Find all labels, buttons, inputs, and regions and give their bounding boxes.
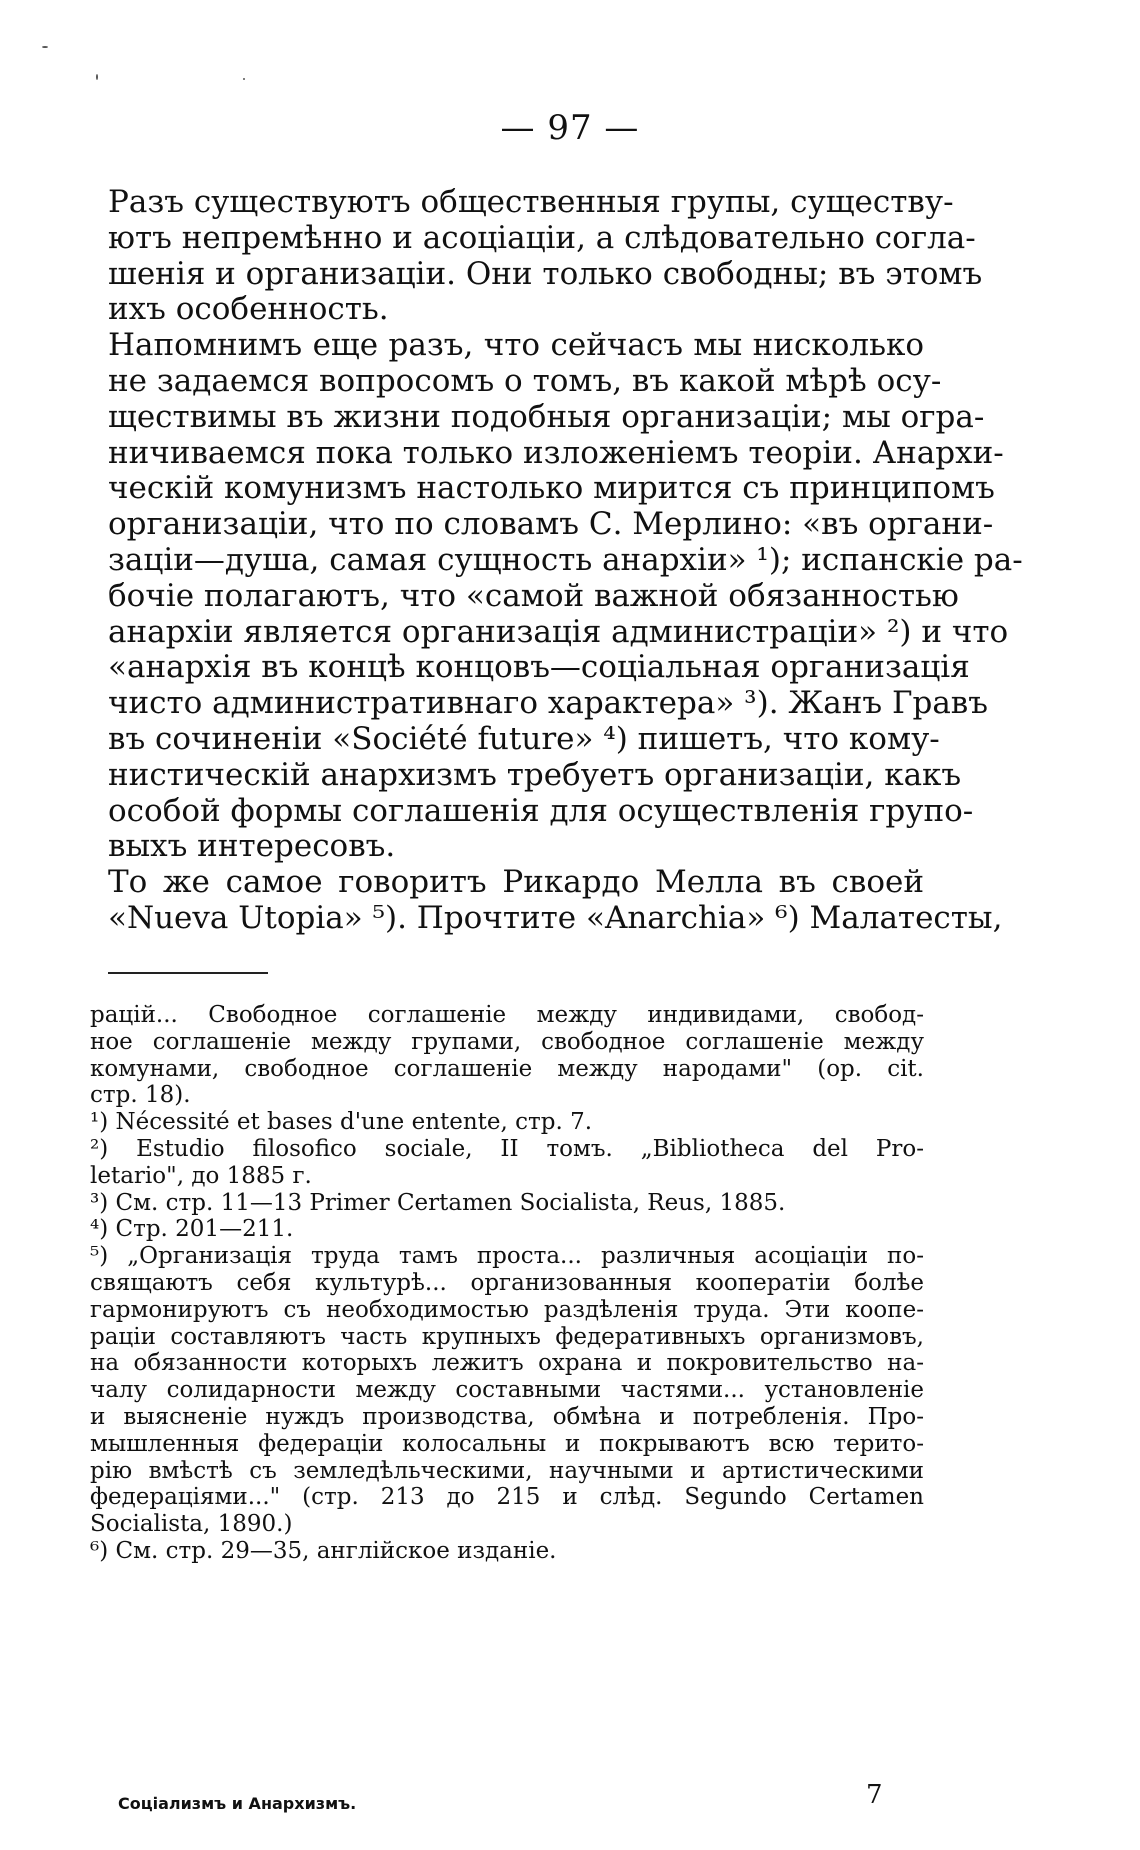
footnote-line: рацій... Свободное соглашеніе между индивидами, свобод-	[90, 1002, 924, 1028]
text-line: ничиваемся пока только изложеніемъ теоріи. Анархи-	[108, 434, 1004, 471]
text-line: заціи—душа, самая сущность анархіи» ¹); испанскіе ра-	[108, 541, 1023, 578]
footnote-line: федераціями..." (стр. 213 до 215 и слѣд. Segundo Certamen	[90, 1484, 924, 1511]
footnote-line: letario", до 1885 г.	[90, 1162, 312, 1189]
text-line: выхъ интересовъ.	[108, 828, 396, 865]
text-line: организаціи, что по словамъ С. Мерлино: «въ органи-	[108, 506, 994, 543]
text-line: То же самое говоритъ Рикардо Мелла въ своей	[108, 864, 924, 901]
footnotes	[90, 1002, 924, 1565]
footnote-line: ное соглашеніе между групами, свободное соглашеніе между	[90, 1028, 924, 1055]
footnote-line: ⁶) См. стр. 29—35, англійское изданіе.	[90, 1537, 557, 1564]
text-line: ихъ особенность.	[108, 291, 389, 328]
main-text	[108, 184, 1023, 937]
footnote-line: и выясненіе нуждъ производства, обмѣна и потребленія. Про-	[90, 1403, 924, 1430]
footnote-line: раціи составляютъ часть крупныхъ федеративныхъ организмовъ,	[90, 1323, 924, 1350]
footnote-line: свящаютъ себя культурѣ... организованныя кооператіи болѣе	[90, 1269, 924, 1296]
text-line: шенія и организаціи. Они только свободны; въ этомъ	[108, 255, 983, 292]
footnote-line: ³) См. стр. 11—13 Primer Certamen Socialista, Reus, 1885.	[90, 1189, 786, 1216]
text-line: анархіи является организація администраціи» ²) и что	[108, 613, 1009, 650]
signature-mark: Соціализмъ и Анархизмъ.	[118, 1794, 357, 1813]
footnote-line: чалу солидарности между составными частями... установленіе	[90, 1377, 924, 1404]
footnote-line: Socialista, 1890.)	[90, 1511, 293, 1538]
text-line: «анархія въ концѣ концовъ—соціальная организація	[108, 649, 970, 686]
footnote-line: ⁵) „Организація труда тамъ проста... различныя асоціаціи по-	[90, 1243, 924, 1270]
print-speck	[42, 46, 48, 48]
text-line: «Nueva Utopia» ⁵). Прочтите «Anarchia» ⁶) Малатесты,	[108, 899, 1003, 936]
footnote-line: рію вмѣстѣ съ земледѣльческими, научными и артистическими	[90, 1457, 924, 1484]
text-line: чисто административнаго характера» ³). Жанъ Гравъ	[108, 685, 988, 722]
sheet-number: 7	[866, 1780, 883, 1810]
text-line: ютъ непремѣнно и асоціаціи, а слѣдовательно согла-	[108, 219, 976, 256]
text-line: въ сочиненіи «Société future» ⁴) пишетъ, что кому-	[108, 720, 940, 757]
text-line: не задаемся вопросомъ о томъ, въ какой мѣрѣ осу-	[108, 362, 942, 399]
footnote-line: ²) Estudio filosofico sociale, II томъ. „Bibliotheca del Pro-	[90, 1135, 924, 1162]
print-speck	[243, 78, 245, 80]
print-speck	[96, 74, 98, 80]
footnote-line: гармонируютъ съ необходимостью раздѣленія труда. Эти коопе-	[90, 1296, 924, 1323]
text-line: бочіе полагаютъ, что «самой важной обязанностью	[108, 577, 959, 614]
footnote-separator	[108, 972, 268, 974]
page-number: — 97 —	[500, 108, 640, 148]
footnote-line: мышленныя федераціи колосальны и покрываютъ всю терито-	[90, 1430, 924, 1457]
footnote-line: ⁴) Стр. 201—211.	[90, 1216, 294, 1243]
text-line: ческій комунизмъ настолько мирится съ принципомъ	[108, 470, 995, 507]
footnote-line: ¹) Nécessité et bases d'une entente, стр. 7.	[90, 1109, 593, 1136]
text-line: ществимы въ жизни подобныя организаціи; мы огра-	[108, 398, 985, 435]
text-line: особой формы соглашенія для осуществленія групо-	[108, 792, 974, 829]
text-line: Разъ существуютъ общественныя групы, существу-	[108, 184, 954, 220]
text-line: нистическій анархизмъ требуетъ организаціи, какъ	[108, 756, 962, 793]
footnote-line: комунами, свободное соглашеніе между народами" (op. cit.	[90, 1055, 924, 1082]
text-line: Напомнимъ еще разъ, что сейчасъ мы нисколько	[108, 327, 924, 364]
footnote-line: стр. 18).	[90, 1082, 191, 1109]
footnote-line: на обязанности которыхъ лежитъ охрана и покровительство на-	[90, 1350, 924, 1377]
